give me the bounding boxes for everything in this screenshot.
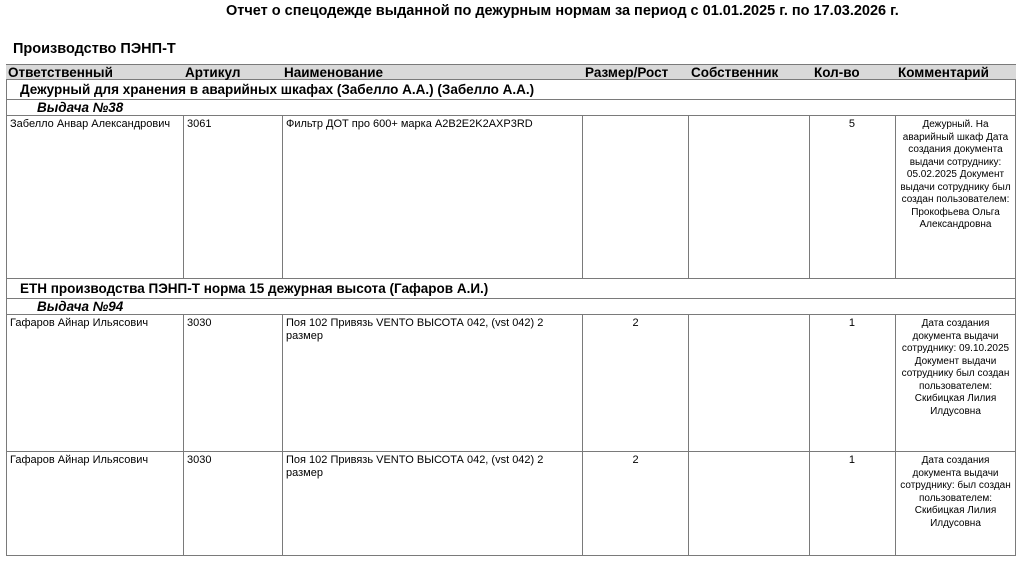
- cell-owner: [688, 452, 809, 555]
- column-header-comment: Комментарий: [898, 65, 989, 80]
- cell-name: Поя 102 Привязь VENTO ВЫСОТА 042, (vst 042) 2 размер: [282, 452, 582, 555]
- cell-article: 3061: [183, 116, 282, 278]
- column-header-article: Артикул: [185, 65, 241, 80]
- cell-article: 3030: [183, 315, 282, 451]
- cell-article: 3030: [183, 452, 282, 555]
- cell-size: 2: [582, 315, 688, 451]
- cell-responsible: Забелло Анвар Александрович: [6, 116, 183, 278]
- section-title: Производство ПЭНП-Т: [13, 41, 176, 57]
- cell-name: Фильтр ДОТ про 600+ марка A2B2E2K2AXP3RD: [282, 116, 582, 278]
- issue-header: Выдача №38: [6, 100, 1016, 116]
- column-header-size: Размер/Рост: [585, 65, 669, 80]
- table-header: [6, 64, 1016, 80]
- cell-responsible: Гафаров Айнар Ильясович: [6, 315, 183, 451]
- cell-size: 2: [582, 452, 688, 555]
- cell-owner: [688, 116, 809, 278]
- issue-header: Выдача №94: [6, 299, 1016, 315]
- table-row: [6, 452, 1016, 556]
- table-row: [6, 116, 1016, 279]
- cell-name: Поя 102 Привязь VENTO ВЫСОТА 042, (vst 042) 2 размер: [282, 315, 582, 451]
- cell-comment: Дежурный. На аварийный шкаф Дата создания документа выдачи сотруднику: 05.02.2025 Документ выдачи сотруднику был создан пользователем: Прокофьева Ольга Александровна: [895, 116, 1016, 278]
- cell-owner: [688, 315, 809, 451]
- group-header: Дежурный для хранения в аварийных шкафах (Забелло А.А.) (Забелло А.А.): [6, 80, 1016, 100]
- cell-comment: Дата создания документа выдачи сотруднику: 09.10.2025 Документ выдачи сотруднику был создан пользователем: Скибицкая Лилия Илдусовна: [895, 315, 1016, 451]
- column-header-name: Наименование: [284, 65, 384, 80]
- report-title: Отчет о спецодежде выданной по дежурным нормам за период с 01.01.2025 г. по 17.03.2026 г.: [226, 3, 899, 19]
- cell-qty: 5: [809, 116, 895, 278]
- cell-qty: 1: [809, 315, 895, 451]
- group-header: ЕТН производства ПЭНП-Т норма 15 дежурная высота (Гафаров А.И.): [6, 279, 1016, 299]
- column-header-owner: Собственник: [691, 65, 779, 80]
- cell-size: [582, 116, 688, 278]
- column-header-responsible: Ответственный: [8, 65, 113, 80]
- cell-comment: Дата создания документа выдачи сотруднику: был создан пользователем: Скибицкая Лилия Илдусовна: [895, 452, 1016, 555]
- column-header-qty: Кол-во: [814, 65, 860, 80]
- cell-responsible: Гафаров Айнар Ильясович: [6, 452, 183, 555]
- cell-qty: 1: [809, 452, 895, 555]
- table-row: [6, 315, 1016, 452]
